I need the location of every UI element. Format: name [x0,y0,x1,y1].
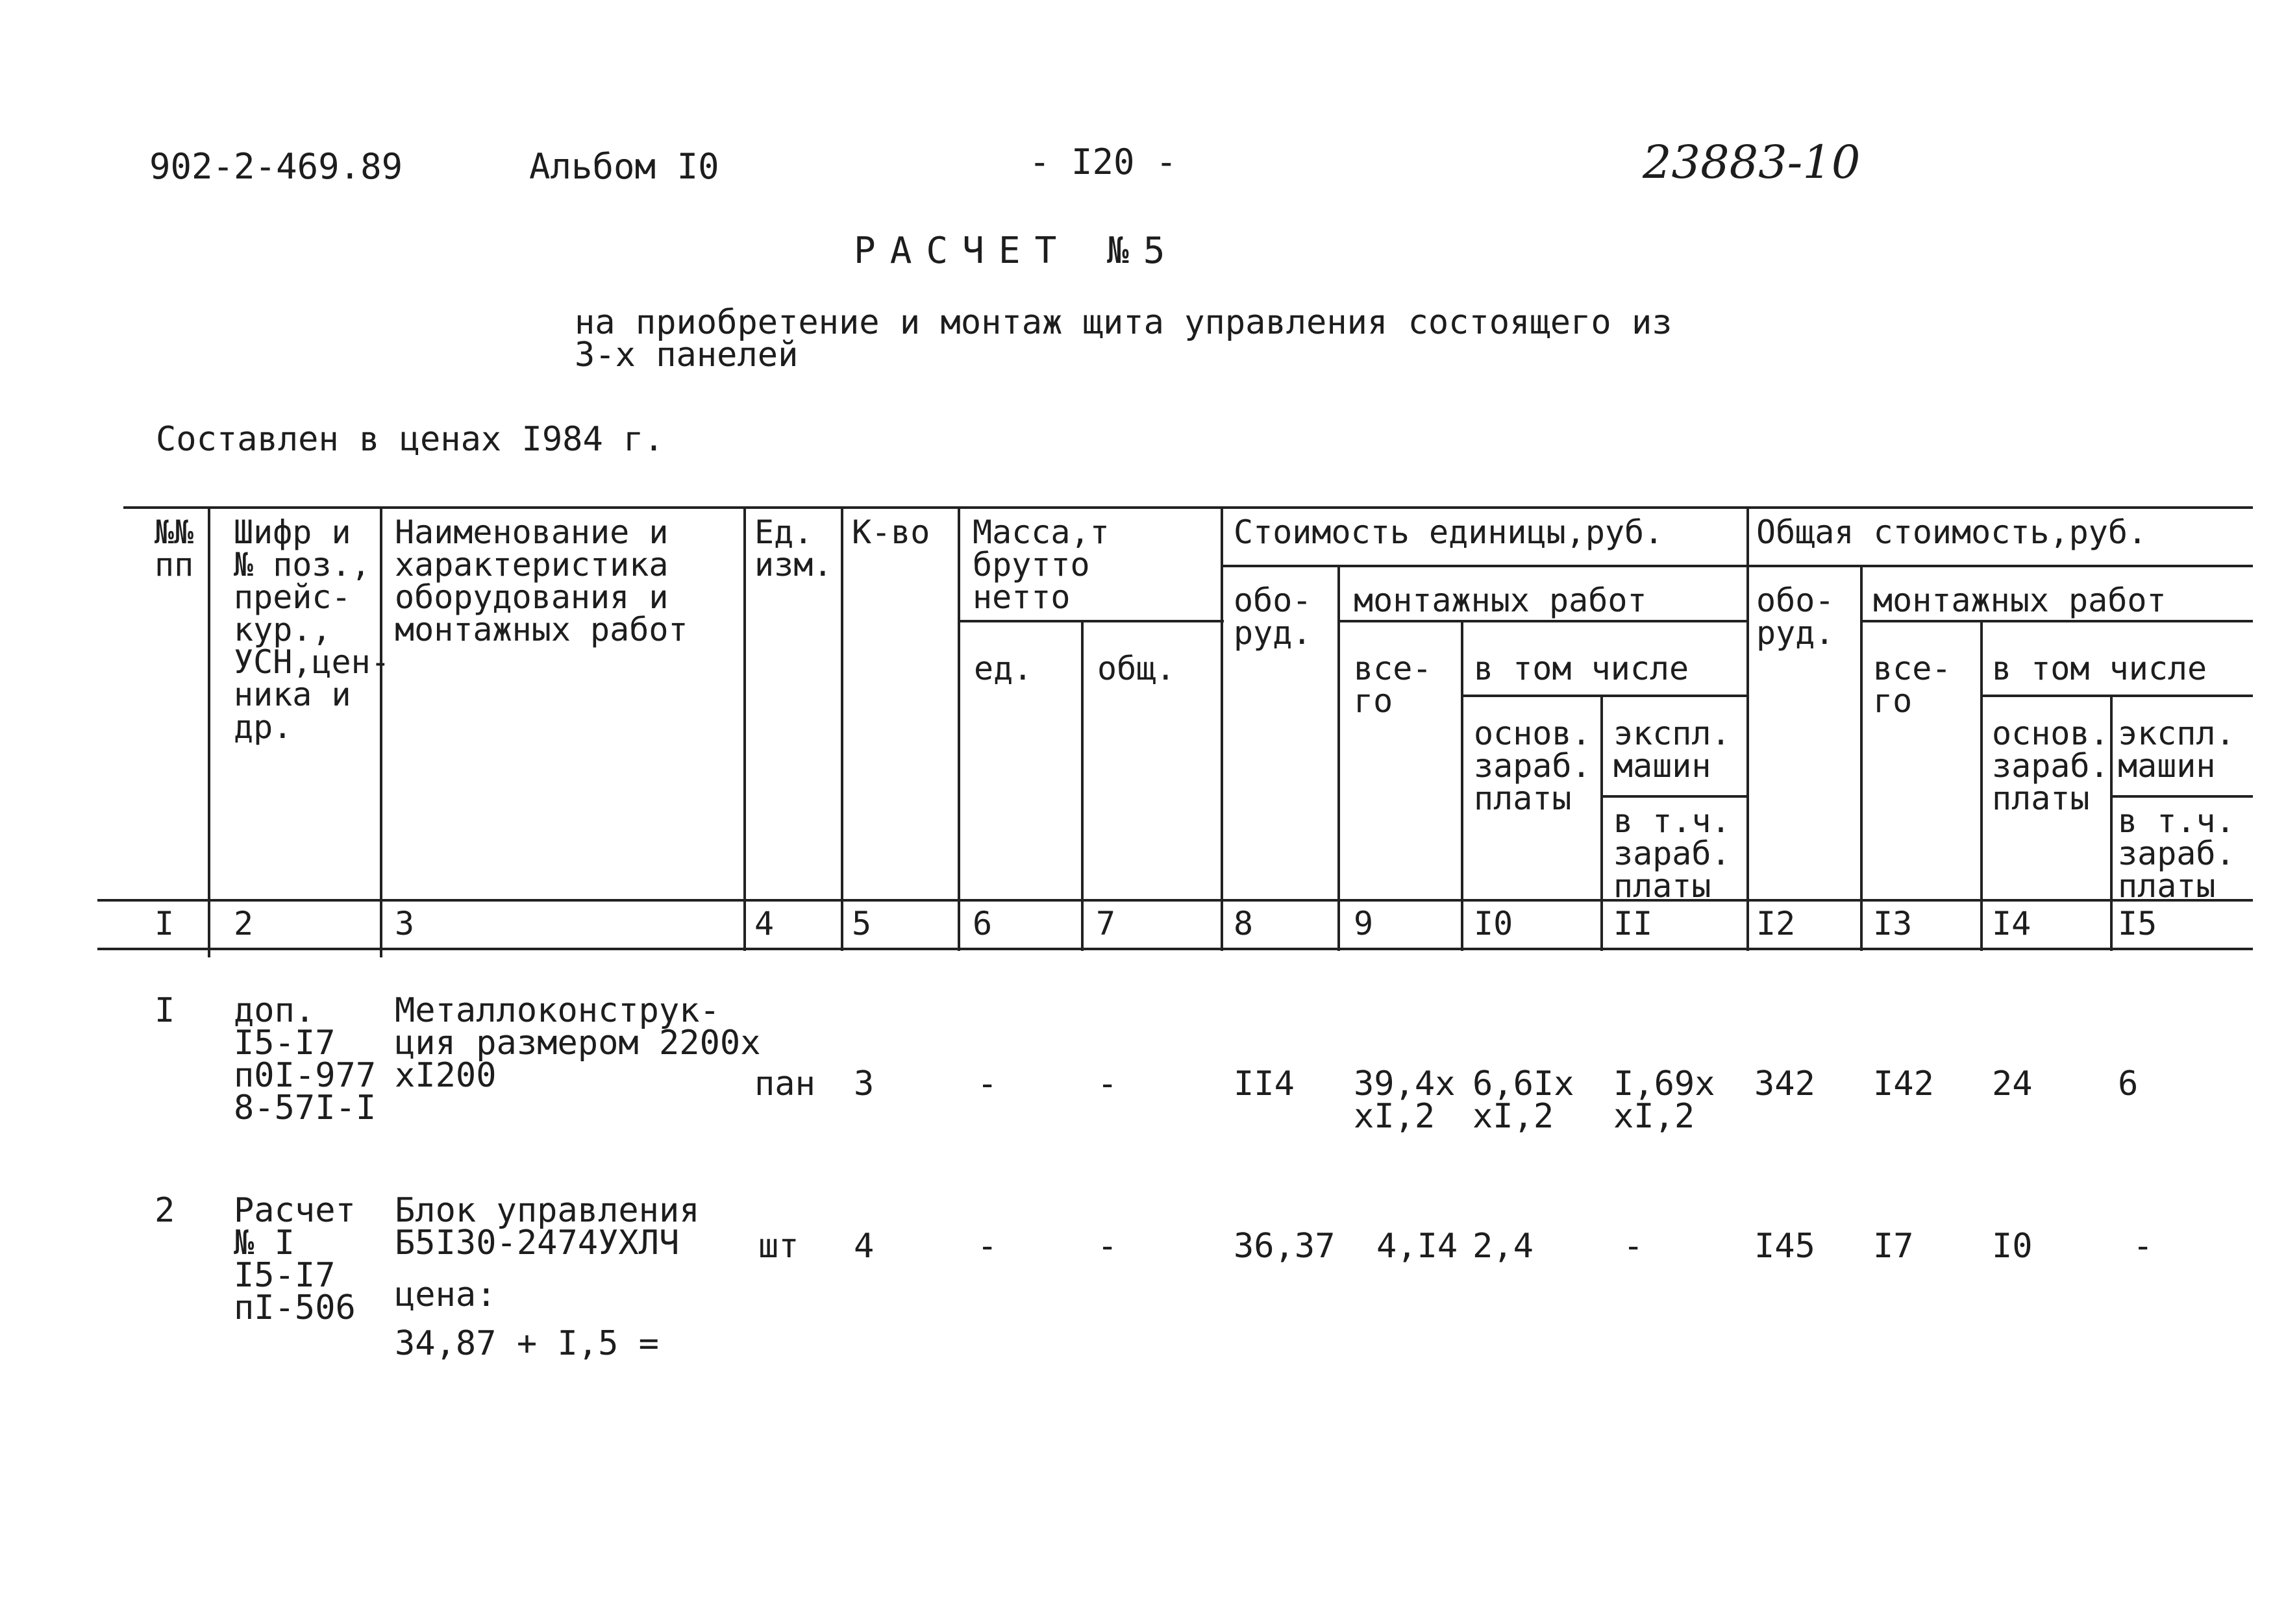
header-unit-equipment: обо- руд. [1234,582,1312,652]
column-number: 2 [234,905,254,942]
col-divider-3 [743,506,746,951]
total-machines-rule [2110,795,2253,798]
col-divider-1 [208,506,210,957]
page-number: - I20 - [1029,141,1177,182]
row-mass-total: - [1097,1227,1118,1266]
row-name: Блок управления Б5I30-2474УХЛЧ [395,1191,700,1262]
row-quantity: 4 [854,1227,875,1266]
row-number: 2 [155,1191,175,1230]
header-total-all: все- го [1873,650,1952,720]
header-unit-machines: экспл. машин [1613,715,1731,785]
header-unit-incl-pay: в т.ч. зараб. платы [1613,802,1731,905]
row-number: I [155,991,175,1030]
header-total-incl: в том числе [1992,650,2207,687]
header-unit-mount: монтажных работ [1354,582,1647,619]
header-bottom-rule [97,899,2253,902]
subtitle-line-1: на приобретение и монтаж щита управления состоящего из [575,303,1672,342]
column-number: 5 [852,905,872,942]
header-unit-all: все- го [1354,650,1432,720]
column-number: 3 [395,905,415,942]
row-quantity: 3 [854,1064,875,1103]
column-number: 8 [1234,905,1254,942]
header-unit-incl: в том числе [1474,650,1689,687]
row-base-pay: 6,6Iх хI,2 [1472,1064,1574,1136]
row-total-machines: 6 [2118,1064,2139,1103]
subtitle-line-2: 3-х панелей [575,336,799,375]
header-total-base-pay: основ. зараб. платы [1992,715,2109,817]
header-total-incl-pay: в т.ч. зараб. платы [2118,802,2235,905]
header-total-mount: монтажных работ [1873,582,2167,619]
row-mass-total: - [1097,1064,1118,1103]
total-incl-rule [1980,695,2253,697]
header-code: Шифр и № поз., прейс- кур., УСН,цен- ника и др. [234,513,390,746]
col-divider-14 [2110,695,2113,951]
row-mount-all: 4,I4 [1376,1227,1458,1266]
col-divider-7 [1221,506,1223,951]
column-number: I [155,905,175,942]
header-total-machines: экспл. машин [2118,715,2235,785]
document-code: 902-2-469.89 [149,146,403,187]
unit-incl-rule [1461,695,1746,697]
col-divider-9 [1461,620,1463,951]
col-divider-11 [1746,506,1749,951]
column-number: II [1613,905,1653,942]
header-mass: Масса,т брутто нетто [973,513,1110,616]
row-machines: - [1623,1227,1644,1266]
col-divider-13 [1980,620,1983,951]
table-top-rule [123,506,2253,509]
header-row-number: №№ пп [155,513,194,584]
header-quantity: К-во [852,513,930,551]
row-name: Металлоконструк- ция размером 2200х хI200 [395,991,761,1095]
column-number: 7 [1096,905,1116,942]
column-number: I5 [2118,905,2157,942]
header-unit-base-pay: основ. зараб. платы [1474,715,1591,817]
handwritten-stamp-number: 23883-10 [1643,136,1861,189]
row-mass-unit: - [977,1064,998,1103]
col-divider-12 [1860,565,1863,951]
header-unit-cost: Стоимость единицы,руб. [1234,513,1664,551]
column-number: I2 [1756,905,1796,942]
row-machines: I,69х хI,2 [1613,1064,1715,1136]
col-divider-6 [1081,620,1084,951]
row-unit: пан [754,1064,815,1103]
column-number: 4 [754,905,775,942]
row-price-formula: 34,87 + I,5 = [395,1324,659,1363]
row-code: доп. I5-I7 п0I-977 8-57I-I [234,991,377,1127]
column-number: I4 [1992,905,2031,942]
header-name: Наименование и характеристика оборудования и монтажных работ [395,513,688,648]
row-base-pay: 2,4 [1472,1227,1534,1266]
col-divider-4 [841,506,843,951]
row-mount-all: 39,4х хI,2 [1354,1064,1456,1136]
prices-note: Составлен в ценах I984 г. [156,420,664,459]
header-total-equipment: обо- руд. [1756,582,1835,652]
row-total-base-pay: I0 [1992,1227,2033,1266]
row-total-equipment: 342 [1754,1064,1815,1103]
mass-sub-rule [958,620,1224,622]
col-divider-5 [958,506,960,951]
header-mass-unit: ед. [974,650,1033,687]
row-price-label: цена: [395,1275,497,1314]
column-number: I3 [1873,905,1913,942]
col-divider-8 [1337,565,1340,951]
header-unit: Ед. изм. [754,513,833,584]
unit-mount-sub-rule [1337,620,1746,622]
column-number: 6 [973,905,993,942]
row-total-machines: - [2133,1227,2154,1266]
row-mass-unit: - [977,1227,998,1266]
row-equipment-cost: 36,37 [1234,1227,1336,1266]
column-number: I0 [1474,905,1513,942]
row-equipment-cost: II4 [1234,1064,1295,1103]
row-total-equipment: I45 [1754,1227,1815,1266]
cost-header-rule [1221,565,2253,567]
total-mount-sub-rule [1860,620,2253,622]
calculation-title: РАСЧЕТ №5 [854,230,1180,272]
unit-machines-rule [1600,795,1746,798]
row-total-all: I7 [1873,1227,1914,1266]
column-number: 9 [1354,905,1374,942]
row-total-base-pay: 24 [1992,1064,2033,1103]
numbers-bottom-rule [97,948,2253,950]
header-mass-total: общ. [1097,650,1176,687]
header-total-cost: Общая стоимость,руб. [1756,513,2148,551]
col-divider-10 [1600,695,1603,951]
row-unit: шт [758,1227,799,1266]
row-code: Расчет № I I5-I7 пI-506 [234,1191,356,1327]
album-label: Альбом I0 [529,146,719,187]
row-total-all: I42 [1873,1064,1934,1103]
